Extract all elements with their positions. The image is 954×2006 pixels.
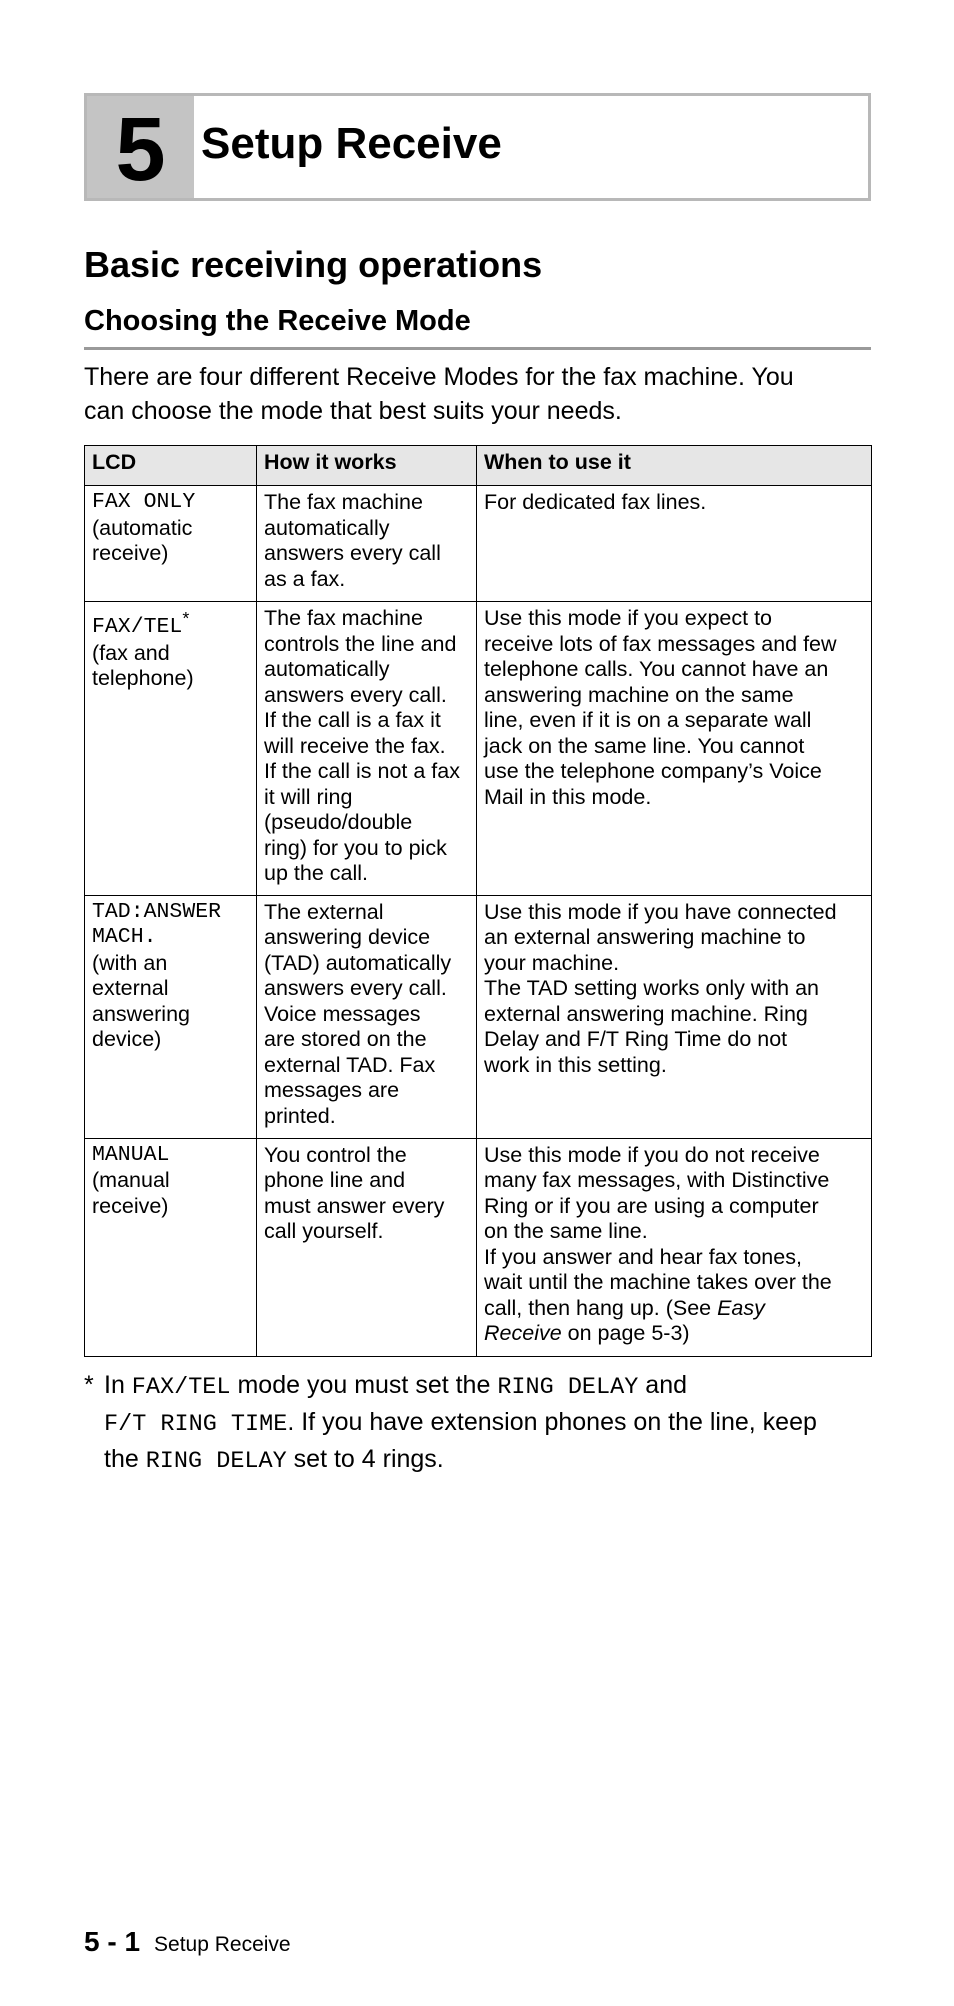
lcd-code: MACH. <box>92 925 157 949</box>
how-line: automatically <box>264 515 390 540</box>
footnote-line <box>104 1405 884 1442</box>
footnote-text: mode you must set the <box>230 1371 498 1399</box>
when-line: For dedicated fax lines. <box>484 490 707 514</box>
lcd-desc: receive) <box>92 541 169 565</box>
lcd-code: FAX/TEL <box>131 1374 231 1401</box>
cross-reference-link: Easy <box>717 1295 765 1320</box>
when-line: Use this mode if you expect to <box>484 606 773 630</box>
when-cell <box>477 895 872 1138</box>
when-line: line, even if it is on a separate wall <box>484 708 812 732</box>
when-cell <box>477 1138 872 1356</box>
ref-prefix: call, then hang up. (See <box>484 1295 718 1320</box>
subtitle-rule <box>84 347 871 350</box>
section-subtitle: Choosing the Receive Mode <box>84 305 471 337</box>
lcd-desc: answering <box>92 1001 190 1026</box>
column-header-how: How it works <box>257 446 477 486</box>
how-line: it will ring <box>264 784 353 809</box>
footnote-text: . If you have extension phones on the line, keep <box>287 1408 817 1436</box>
when-line: telephone calls. You cannot have an <box>484 657 829 681</box>
when-line: jack on the same line. You cannot <box>484 733 805 758</box>
footnote-text: In <box>104 1371 132 1399</box>
footnote <box>84 1368 884 1479</box>
lcd-desc: (automatic <box>92 515 193 540</box>
ref-suffix: on page 5-3) <box>561 1321 690 1345</box>
when-line: wait until the machine takes over the <box>484 1270 832 1294</box>
lcd-desc: receive) <box>92 1193 169 1218</box>
how-line: The fax machine <box>264 490 423 514</box>
footnote-line <box>104 1442 884 1479</box>
how-line: controls the line and <box>264 631 457 656</box>
lcd-cell <box>85 895 257 1138</box>
chapter-header <box>84 93 871 201</box>
when-line: Ring or if you are using a computer <box>484 1193 819 1218</box>
when-line: work in this setting. <box>484 1052 667 1077</box>
lcd-desc: (manual <box>92 1168 170 1192</box>
how-line: (pseudo/double <box>264 810 413 834</box>
table-row <box>85 602 872 896</box>
how-cell <box>257 1138 477 1356</box>
lcd-code: F/T RING TIME <box>104 1411 288 1438</box>
when-line: answering machine on the same <box>484 682 794 707</box>
how-line: as a fax. <box>264 566 346 591</box>
footnote-star: * <box>84 1371 94 1399</box>
column-header-lcd: LCD <box>85 446 257 486</box>
receive-mode-table <box>84 445 872 1357</box>
footnote-line <box>104 1368 884 1405</box>
how-line: answering device <box>264 925 431 949</box>
when-cell <box>477 486 872 602</box>
how-line: will receive the fax. <box>264 733 446 758</box>
how-line: You control the <box>264 1142 407 1167</box>
how-line: The fax machine <box>264 606 423 630</box>
how-line: answers every call <box>264 541 441 565</box>
lcd-code: MANUAL <box>92 1142 170 1167</box>
how-cell <box>257 895 477 1138</box>
how-line: answers every call. <box>264 682 447 707</box>
how-line: ring) for you to pick <box>264 835 447 860</box>
when-ref-line <box>484 1296 865 1322</box>
how-line: are stored on the <box>264 1027 427 1051</box>
when-line: Use this mode if you do not receive <box>484 1142 820 1167</box>
lcd-desc: (fax and <box>92 640 170 665</box>
how-line: If the call is a fax it <box>264 708 441 732</box>
how-cell <box>257 602 477 896</box>
when-line: use the telephone company’s Voice <box>484 759 822 783</box>
when-line: your machine. <box>484 950 620 975</box>
when-line: If you answer and hear fax tones, <box>484 1244 802 1269</box>
how-line: answers every call. <box>264 976 447 1000</box>
when-line: many fax messages, with Distinctive <box>484 1168 830 1192</box>
lcd-cell <box>85 1138 257 1356</box>
table-row <box>85 486 872 602</box>
intro-line: There are four different Receive Modes for the fax machine. You <box>84 363 794 391</box>
how-line: If the call is not a fax <box>264 759 460 783</box>
how-line: call yourself. <box>264 1219 384 1243</box>
page-footer <box>84 1928 291 1956</box>
when-line: on the same line. <box>484 1219 648 1243</box>
when-line: Delay and F/T Ring Time do not <box>484 1027 788 1051</box>
chapter-number-box <box>87 96 194 198</box>
lcd-code: RING DELAY <box>497 1374 639 1401</box>
lcd-cell <box>85 602 257 896</box>
table-row <box>85 1138 872 1356</box>
when-line: Mail in this mode. <box>484 784 652 809</box>
when-line: receive lots of fax messages and few <box>484 631 837 656</box>
lcd-desc: device) <box>92 1027 162 1051</box>
section-title: Basic receiving operations <box>84 244 543 285</box>
how-line: messages are <box>264 1078 400 1102</box>
how-line: printed. <box>264 1103 336 1128</box>
column-header-when: When to use it <box>477 446 872 486</box>
intro-paragraph <box>84 360 884 428</box>
footnote-text: set to 4 rings. <box>286 1445 444 1473</box>
when-line: The TAD setting works only with an <box>484 976 819 1000</box>
lcd-code: RING DELAY <box>145 1448 287 1475</box>
lcd-desc: external <box>92 976 169 1000</box>
lcd-desc: telephone) <box>92 666 194 691</box>
lcd-desc: (with an <box>92 950 168 975</box>
lcd-code: FAX ONLY <box>92 490 196 514</box>
how-line: Voice messages <box>264 1001 421 1026</box>
when-line: external answering machine. Ring <box>484 1001 808 1026</box>
table-row <box>85 895 872 1138</box>
how-line: external TAD. Fax <box>264 1052 436 1077</box>
lcd-code: TAD:ANSWER <box>92 899 222 924</box>
footnote-text: and <box>638 1371 688 1399</box>
how-line: (TAD) automatically <box>264 950 452 975</box>
lcd-code: FAX/TEL <box>92 615 183 640</box>
when-ref-line <box>484 1321 865 1347</box>
footnote-marker: * <box>182 608 190 628</box>
table-header-row <box>85 446 872 486</box>
when-line: Use this mode if you have connected <box>484 899 837 924</box>
intro-line: can choose the mode that best suits your needs. <box>84 397 622 425</box>
footnote-text: the <box>104 1445 146 1473</box>
footer-section-name: Setup Receive <box>154 1933 291 1956</box>
how-line: up the call. <box>264 861 368 885</box>
cross-reference-link: Receive <box>484 1321 562 1345</box>
page-number: 5 - 1 <box>84 1926 141 1957</box>
chapter-title: Setup Receive <box>201 119 502 168</box>
lcd-cell <box>85 486 257 602</box>
chapter-number: 5 <box>115 100 166 200</box>
how-line: automatically <box>264 657 390 681</box>
how-line: must answer every <box>264 1193 445 1218</box>
how-line: The external <box>264 899 384 924</box>
when-line: an external answering machine to <box>484 925 806 949</box>
when-cell <box>477 602 872 896</box>
how-line: phone line and <box>264 1168 406 1192</box>
how-cell <box>257 486 477 602</box>
